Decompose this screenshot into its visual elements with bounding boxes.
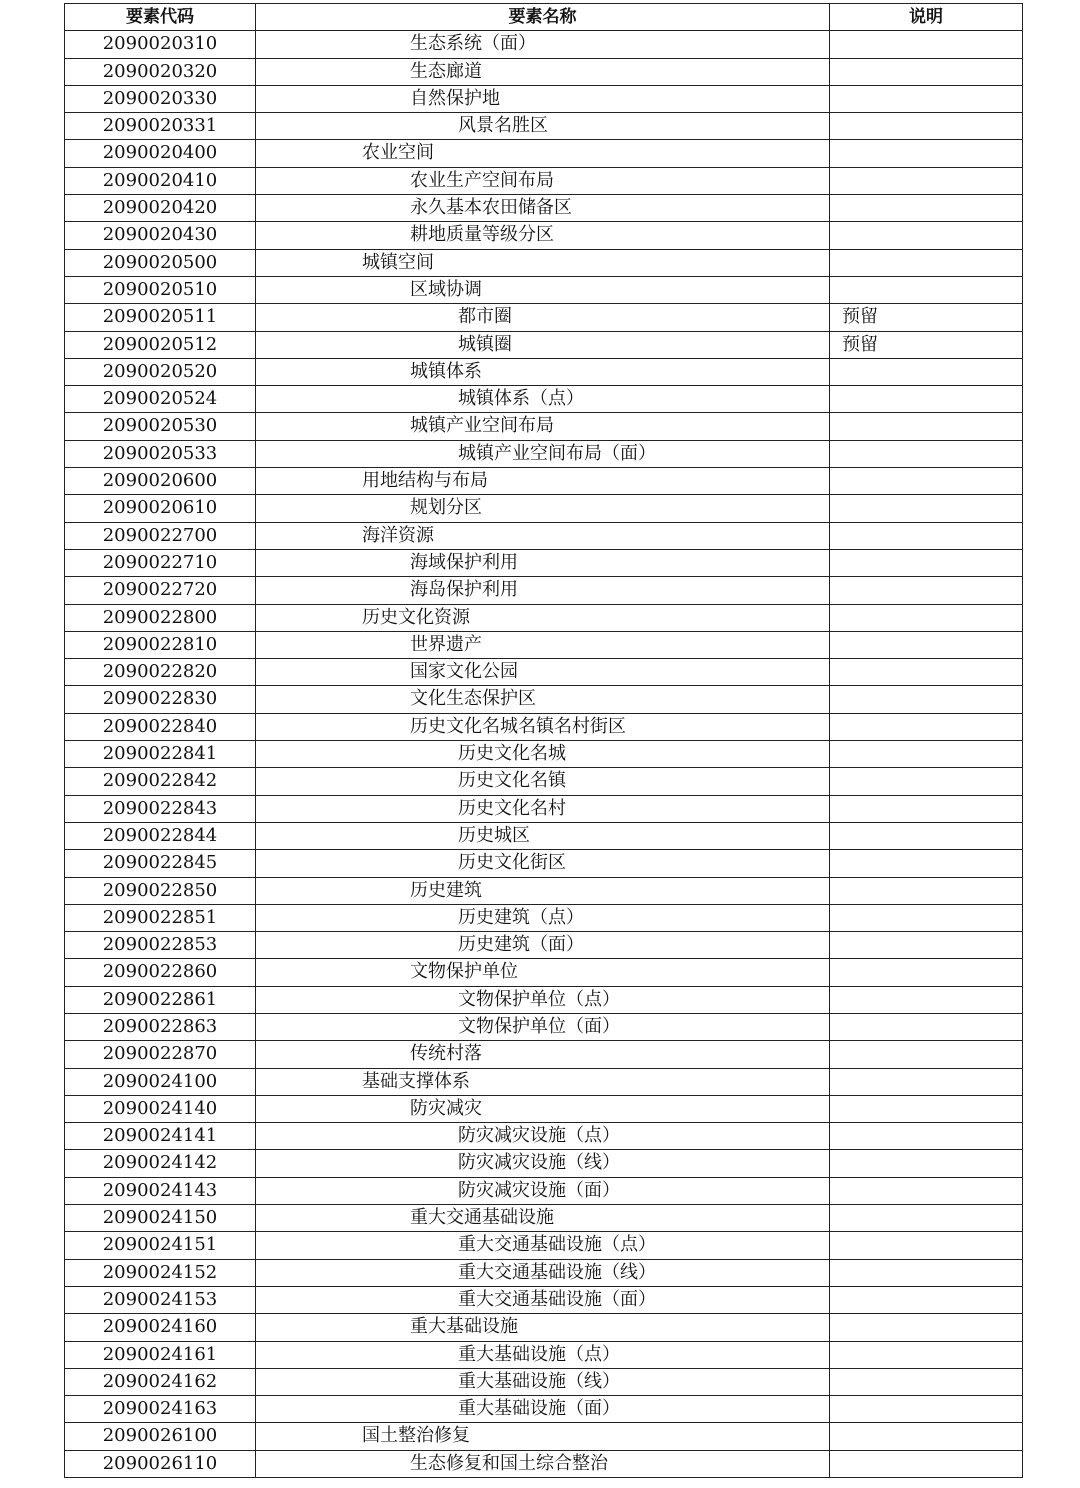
description-cell: [830, 1177, 1023, 1204]
description-cell: [830, 850, 1023, 877]
element-name-cell: 世界遗产: [256, 631, 830, 658]
description-cell: [830, 741, 1023, 768]
element-name-cell: 生态廊道: [256, 58, 830, 85]
description-cell: [830, 1286, 1023, 1313]
element-code-cell: 2090022720: [65, 577, 256, 604]
description-cell: [830, 795, 1023, 822]
element-code-cell: 2090024151: [65, 1232, 256, 1259]
element-name-cell: 城镇产业空间布局（面）: [256, 440, 830, 467]
element-code-cell: 2090022700: [65, 522, 256, 549]
table-row: [65, 413, 1023, 440]
table-row: [65, 31, 1023, 58]
table-row: [65, 549, 1023, 576]
element-name-cell: 城镇产业空间布局: [256, 413, 830, 440]
description-cell: [830, 1068, 1023, 1095]
table-row: [65, 222, 1023, 249]
description-cell: [830, 1396, 1023, 1423]
element-code-cell: 2090020530: [65, 413, 256, 440]
element-code-cell: 2090026100: [65, 1423, 256, 1450]
description-cell: [830, 222, 1023, 249]
table-row: [65, 1368, 1023, 1395]
element-code-cell: 2090020420: [65, 195, 256, 222]
element-name-cell: 防灾减灾设施（点）: [256, 1123, 830, 1150]
element-name-cell: 自然保护地: [256, 85, 830, 112]
element-code-cell: 2090020520: [65, 358, 256, 385]
table-row: [65, 631, 1023, 658]
element-name-cell: 重大基础设施: [256, 1314, 830, 1341]
element-name-cell: 历史建筑（面）: [256, 932, 830, 959]
description-cell: [830, 85, 1023, 112]
table-row: [65, 713, 1023, 740]
table-row: [65, 195, 1023, 222]
element-name-cell: 重大基础设施（线）: [256, 1368, 830, 1395]
description-cell: 预留: [830, 304, 1023, 331]
element-code-cell: 2090024100: [65, 1068, 256, 1095]
description-cell: [830, 1368, 1023, 1395]
table-row: [65, 932, 1023, 959]
element-name-cell: 生态系统（面）: [256, 31, 830, 58]
table-row: [65, 904, 1023, 931]
table-row: [65, 1177, 1023, 1204]
table-row: [65, 850, 1023, 877]
description-cell: [830, 249, 1023, 276]
element-name-cell: 重大交通基础设施（点）: [256, 1232, 830, 1259]
element-code-cell: 2090024141: [65, 1123, 256, 1150]
element-name-cell: 文化生态保护区: [256, 686, 830, 713]
description-cell: [830, 386, 1023, 413]
table-row: [65, 140, 1023, 167]
element-code-cell: 2090020512: [65, 331, 256, 358]
element-name-cell: 历史文化街区: [256, 850, 830, 877]
element-name-cell: 文物保护单位（面）: [256, 1013, 830, 1040]
table-row: [65, 1232, 1023, 1259]
table-row: [65, 276, 1023, 303]
element-name-cell: 城镇体系（点）: [256, 386, 830, 413]
element-name-cell: 防灾减灾: [256, 1095, 830, 1122]
table-row: [65, 1341, 1023, 1368]
table-row: [65, 1068, 1023, 1095]
element-code-cell: 2090020310: [65, 31, 256, 58]
table-row: [65, 1041, 1023, 1068]
element-name-cell: 农业生产空间布局: [256, 167, 830, 194]
element-name-cell: 历史文化名村: [256, 795, 830, 822]
description-cell: [830, 877, 1023, 904]
element-code-cell: 2090022840: [65, 713, 256, 740]
description-cell: [830, 276, 1023, 303]
element-code-cell: 2090024152: [65, 1259, 256, 1286]
table-row: [65, 495, 1023, 522]
element-name-cell: 海岛保护利用: [256, 577, 830, 604]
description-cell: [830, 440, 1023, 467]
element-name-cell: 重大基础设施（面）: [256, 1396, 830, 1423]
element-code-cell: 2090020500: [65, 249, 256, 276]
element-code-cell: 2090022800: [65, 604, 256, 631]
table-row: [65, 822, 1023, 849]
table-row: [65, 1423, 1023, 1450]
element-name-cell: 防灾减灾设施（线）: [256, 1150, 830, 1177]
table-row: [65, 440, 1023, 467]
element-name-cell: 城镇空间: [256, 249, 830, 276]
description-cell: [830, 686, 1023, 713]
table-row: [65, 986, 1023, 1013]
description-cell: [830, 1205, 1023, 1232]
element-name-cell: 历史城区: [256, 822, 830, 849]
element-code-cell: 2090022853: [65, 932, 256, 959]
table-row: [65, 1150, 1023, 1177]
description-cell: [830, 604, 1023, 631]
element-code-cell: 2090022861: [65, 986, 256, 1013]
description-cell: 预留: [830, 331, 1023, 358]
description-cell: [830, 113, 1023, 140]
element-code-cell: 2090024142: [65, 1150, 256, 1177]
description-cell: [830, 1150, 1023, 1177]
table-row: [65, 795, 1023, 822]
element-name-cell: 重大交通基础设施（面）: [256, 1286, 830, 1313]
element-name-cell: 传统村落: [256, 1041, 830, 1068]
element-code-cell: 2090022810: [65, 631, 256, 658]
table-row: [65, 58, 1023, 85]
element-name-cell: 重大交通基础设施: [256, 1205, 830, 1232]
table-row: [65, 686, 1023, 713]
element-name-cell: 历史文化名镇: [256, 768, 830, 795]
header-element-name: 要素名称: [256, 4, 830, 31]
element-name-cell: 用地结构与布局: [256, 468, 830, 495]
element-name-cell: 重大交通基础设施（线）: [256, 1259, 830, 1286]
element-code-cell: 2090020524: [65, 386, 256, 413]
element-code-cell: 2090022844: [65, 822, 256, 849]
element-code-cell: 2090020330: [65, 85, 256, 112]
table-row: [65, 1286, 1023, 1313]
table-row: [65, 1259, 1023, 1286]
element-code-cell: 2090020610: [65, 495, 256, 522]
element-name-cell: 国家文化公园: [256, 659, 830, 686]
table-row: [65, 1205, 1023, 1232]
element-code-cell: 2090022845: [65, 850, 256, 877]
element-name-cell: 都市圈: [256, 304, 830, 331]
table-body: [65, 31, 1023, 1478]
element-code-cell: 2090022870: [65, 1041, 256, 1068]
table-row: [65, 358, 1023, 385]
element-name-cell: 防灾减灾设施（面）: [256, 1177, 830, 1204]
element-name-cell: 城镇圈: [256, 331, 830, 358]
description-cell: [830, 713, 1023, 740]
table-row: [65, 768, 1023, 795]
element-code-cell: 2090024162: [65, 1368, 256, 1395]
element-code-cell: 2090020331: [65, 113, 256, 140]
description-cell: [830, 904, 1023, 931]
table-row: [65, 386, 1023, 413]
element-code-cell: 2090024161: [65, 1341, 256, 1368]
table-row: [65, 1095, 1023, 1122]
element-name-cell: 历史文化名城: [256, 741, 830, 768]
description-cell: [830, 140, 1023, 167]
element-code-cell: 2090020511: [65, 304, 256, 331]
element-name-cell: 国土整治修复: [256, 1423, 830, 1450]
element-name-cell: 历史文化名城名镇名村街区: [256, 713, 830, 740]
element-name-cell: 永久基本农田储备区: [256, 195, 830, 222]
element-code-table: [64, 3, 1023, 1478]
element-name-cell: 耕地质量等级分区: [256, 222, 830, 249]
description-cell: [830, 195, 1023, 222]
description-cell: [830, 495, 1023, 522]
element-code-cell: 2090024143: [65, 1177, 256, 1204]
description-cell: [830, 522, 1023, 549]
description-cell: [830, 1041, 1023, 1068]
element-name-cell: 规划分区: [256, 495, 830, 522]
description-cell: [830, 577, 1023, 604]
table-header-row: [65, 4, 1023, 31]
element-name-cell: 历史建筑（点）: [256, 904, 830, 931]
element-name-cell: 重大基础设施（点）: [256, 1341, 830, 1368]
element-name-cell: 海洋资源: [256, 522, 830, 549]
table-row: [65, 1123, 1023, 1150]
element-code-cell: 2090020410: [65, 167, 256, 194]
element-code-cell: 2090024163: [65, 1396, 256, 1423]
element-name-cell: 风景名胜区: [256, 113, 830, 140]
element-code-cell: 2090022851: [65, 904, 256, 931]
description-cell: [830, 959, 1023, 986]
element-name-cell: 文物保护单位（点）: [256, 986, 830, 1013]
table-row: [65, 331, 1023, 358]
table-row: [65, 1450, 1023, 1477]
header-description: 说明: [830, 4, 1023, 31]
element-name-cell: 海域保护利用: [256, 549, 830, 576]
table-row: [65, 468, 1023, 495]
table-row: [65, 659, 1023, 686]
element-code-cell: 2090022850: [65, 877, 256, 904]
element-name-cell: 文物保护单位: [256, 959, 830, 986]
element-code-cell: 2090022860: [65, 959, 256, 986]
element-code-cell: 2090024150: [65, 1205, 256, 1232]
element-code-cell: 2090024160: [65, 1314, 256, 1341]
element-name-cell: 区域协调: [256, 276, 830, 303]
element-code-cell: 2090024153: [65, 1286, 256, 1313]
element-name-cell: 历史建筑: [256, 877, 830, 904]
description-cell: [830, 1095, 1023, 1122]
description-cell: [830, 58, 1023, 85]
description-cell: [830, 1013, 1023, 1040]
element-code-cell: 2090020430: [65, 222, 256, 249]
table-row: [65, 522, 1023, 549]
element-code-cell: 2090022710: [65, 549, 256, 576]
element-code-cell: 2090020533: [65, 440, 256, 467]
description-cell: [830, 167, 1023, 194]
table-row: [65, 741, 1023, 768]
table-row: [65, 1314, 1023, 1341]
description-cell: [830, 1232, 1023, 1259]
description-cell: [830, 659, 1023, 686]
element-code-cell: 2090022842: [65, 768, 256, 795]
description-cell: [830, 1259, 1023, 1286]
element-code-cell: 2090022863: [65, 1013, 256, 1040]
description-cell: [830, 631, 1023, 658]
element-code-cell: 2090022841: [65, 741, 256, 768]
table-row: [65, 877, 1023, 904]
table-row: [65, 167, 1023, 194]
table-row: [65, 113, 1023, 140]
table-row: [65, 1396, 1023, 1423]
element-code-cell: 2090024140: [65, 1095, 256, 1122]
table-row: [65, 85, 1023, 112]
table-row: [65, 604, 1023, 631]
header-element-code: 要素代码: [65, 4, 256, 31]
element-code-cell: 2090022830: [65, 686, 256, 713]
description-cell: [830, 932, 1023, 959]
description-cell: [830, 358, 1023, 385]
element-code-cell: 2090026110: [65, 1450, 256, 1477]
description-cell: [830, 1423, 1023, 1450]
table-row: [65, 577, 1023, 604]
description-cell: [830, 413, 1023, 440]
element-code-cell: 2090022820: [65, 659, 256, 686]
table-row: [65, 959, 1023, 986]
element-code-cell: 2090020320: [65, 58, 256, 85]
description-cell: [830, 1123, 1023, 1150]
description-cell: [830, 1314, 1023, 1341]
description-cell: [830, 549, 1023, 576]
element-name-cell: 城镇体系: [256, 358, 830, 385]
table-row: [65, 249, 1023, 276]
element-name-cell: 基础支撑体系: [256, 1068, 830, 1095]
description-cell: [830, 31, 1023, 58]
element-code-cell: 2090022843: [65, 795, 256, 822]
description-cell: [830, 822, 1023, 849]
element-code-cell: 2090020400: [65, 140, 256, 167]
table-row: [65, 1013, 1023, 1040]
description-cell: [830, 1450, 1023, 1477]
description-cell: [830, 1341, 1023, 1368]
description-cell: [830, 986, 1023, 1013]
description-cell: [830, 468, 1023, 495]
description-cell: [830, 768, 1023, 795]
element-name-cell: 农业空间: [256, 140, 830, 167]
element-code-cell: 2090020510: [65, 276, 256, 303]
element-name-cell: 生态修复和国土综合整治: [256, 1450, 830, 1477]
table-row: [65, 304, 1023, 331]
element-name-cell: 历史文化资源: [256, 604, 830, 631]
element-code-cell: 2090020600: [65, 468, 256, 495]
